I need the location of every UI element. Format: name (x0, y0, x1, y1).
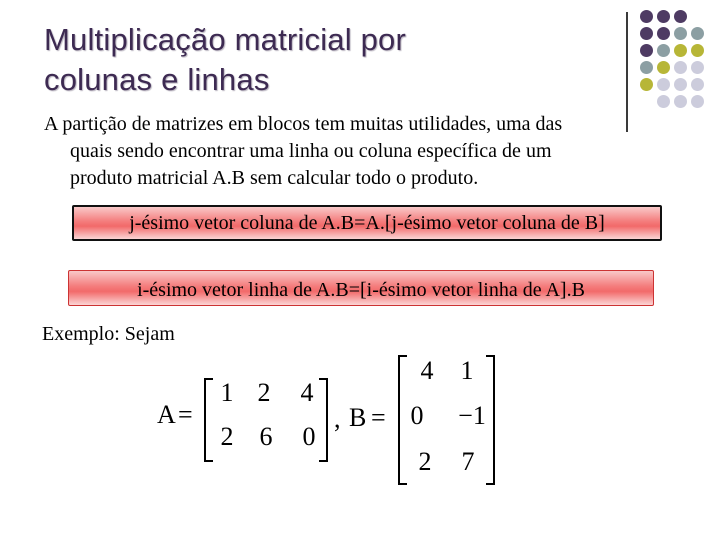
vertical-divider (626, 12, 628, 132)
decorative-dot (691, 95, 704, 108)
paragraph-line-1: A partição de matrizes em blocos tem muitas utilidades, uma das (44, 113, 563, 135)
decorative-dot (691, 27, 704, 40)
matrix-b-cell: −1 (458, 401, 486, 430)
matrix-a-equals: = (178, 400, 193, 429)
title-line-2: colunas e linhas (44, 62, 270, 97)
decorative-dot (674, 61, 687, 74)
decorative-dot (640, 44, 653, 57)
decorative-dot (691, 10, 704, 23)
column-vector-formula: j-ésimo vetor coluna de A.B=A.[j-ésimo vetor coluna de B] (72, 205, 662, 241)
matrix-b-name: B (349, 403, 367, 432)
paragraph-line-2: quais sendo encontrar uma linha ou coluna específica de um (70, 140, 552, 162)
decorative-dot (640, 95, 653, 108)
decorative-dot-grid (640, 10, 708, 112)
decorative-dot (640, 61, 653, 74)
title-line-1: Multiplicação matricial por (44, 22, 407, 57)
intro-paragraph (44, 111, 624, 192)
row-vector-formula: i-ésimo vetor linha de A.B=[i-ésimo vetor linha de A].B (68, 270, 654, 306)
decorative-dot (640, 78, 653, 91)
matrix-b-cell: 7 (461, 447, 475, 476)
decorative-dot (657, 44, 670, 57)
decorative-dot (674, 78, 687, 91)
matrix-separator: , (334, 404, 341, 433)
decorative-dot (674, 27, 687, 40)
decorative-dot (674, 10, 687, 23)
matrix-b-cell: 4 (420, 356, 434, 385)
example-label: Exemplo: Sejam (42, 323, 175, 345)
matrix-b-equals: = (371, 403, 386, 432)
matrix-a-cell: 0 (302, 422, 316, 451)
decorative-dot (674, 95, 687, 108)
matrix-a-cell: 2 (257, 378, 271, 407)
matrix-b-cell: 1 (460, 356, 474, 385)
decorative-dot (640, 10, 653, 23)
decorative-dot (657, 10, 670, 23)
decorative-dot (691, 44, 704, 57)
decorative-dot (691, 78, 704, 91)
matrix-a-cell: 4 (300, 378, 314, 407)
decorative-dot (674, 44, 687, 57)
matrix-a-cell: 6 (259, 422, 273, 451)
slide-title (44, 20, 604, 100)
matrix-a-name: A (157, 400, 176, 429)
decorative-dot (657, 27, 670, 40)
paragraph-line-3: produto matricial A.B sem calcular todo o produto. (70, 167, 479, 189)
decorative-dot (657, 78, 670, 91)
matrix-b-cell: 0 (410, 401, 424, 430)
matrix-a-cell: 2 (220, 422, 234, 451)
decorative-dot (691, 61, 704, 74)
matrix-a-cell: 1 (220, 378, 234, 407)
decorative-dot (657, 95, 670, 108)
decorative-dot (640, 27, 653, 40)
decorative-dot (657, 61, 670, 74)
matrix-b-cell: 2 (418, 447, 432, 476)
